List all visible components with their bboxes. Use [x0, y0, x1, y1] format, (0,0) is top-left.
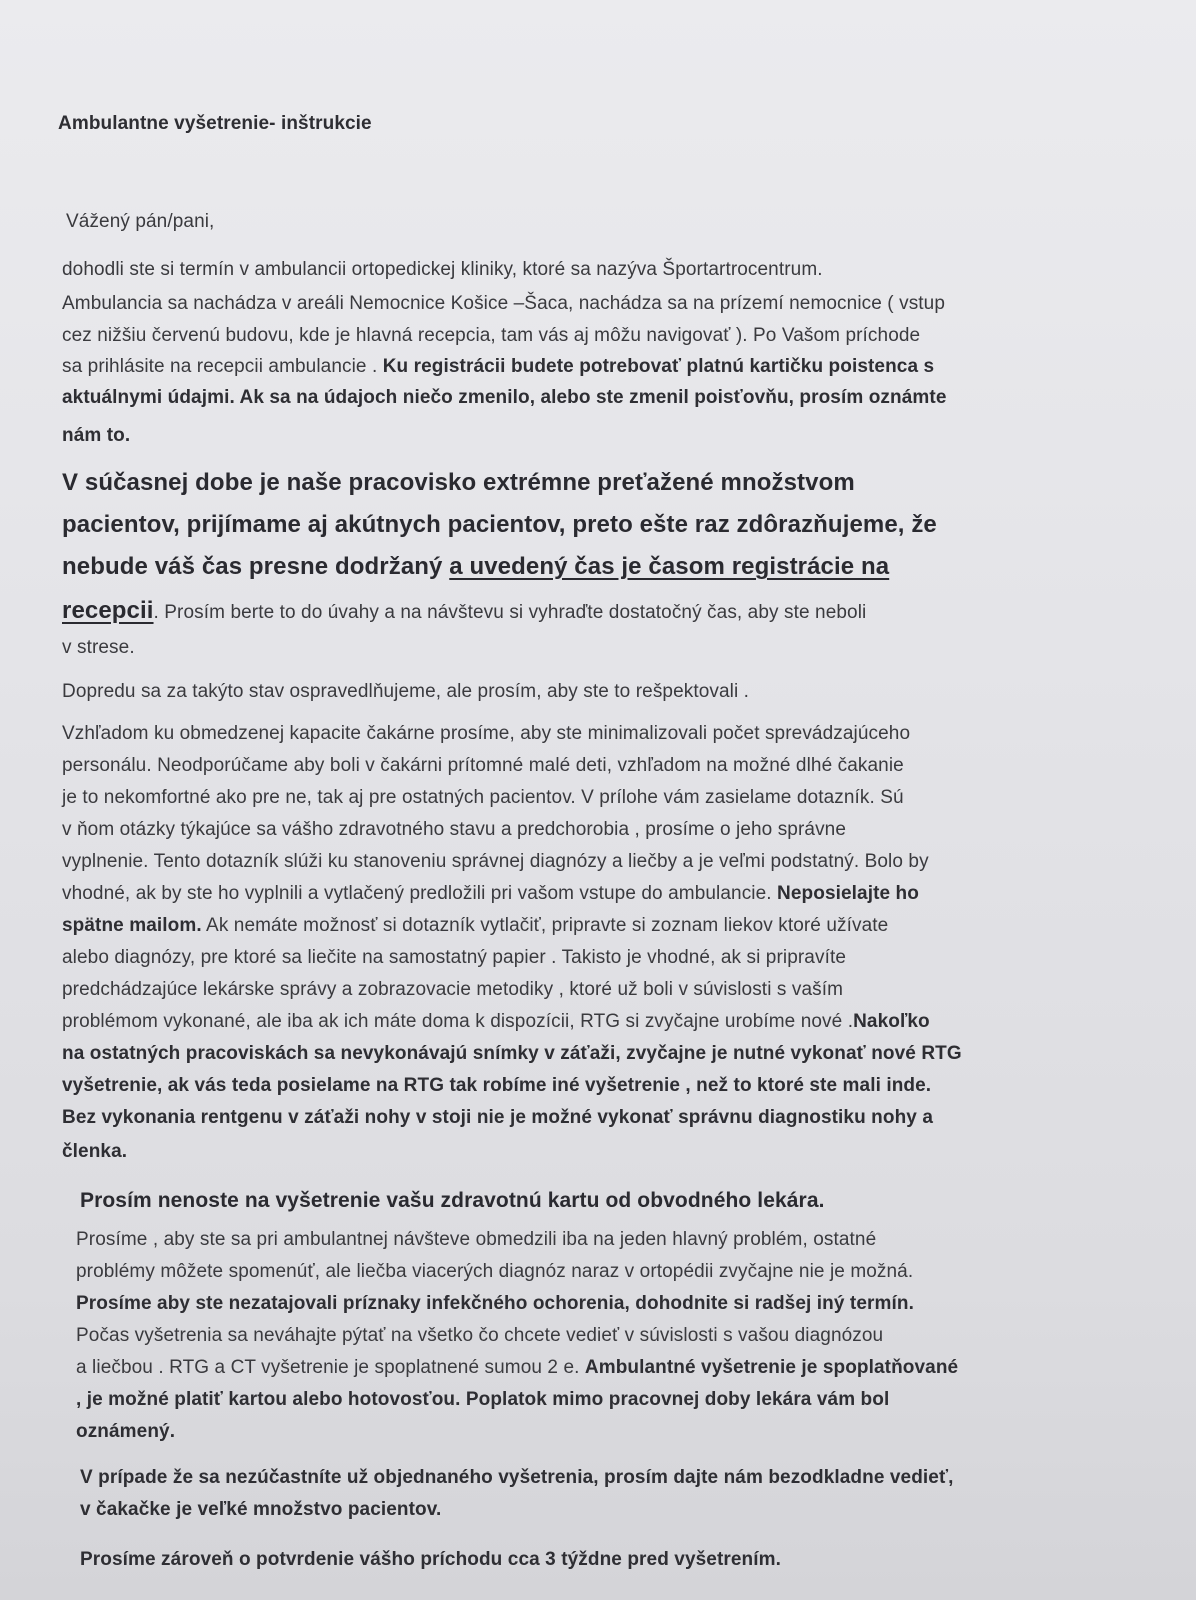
- para3-text: problémom vykonané, ale iba ak ich máte doma k dispozícii, RTG si zvyčajne urobíme nové .: [62, 1011, 854, 1032]
- para1-line: Ambulancia sa nachádza v areáli Nemocnice Košice –Šaca, nachádza sa na prízemí nemocnice ( vstup: [62, 293, 946, 314]
- para4-bold-text: Ambulantné vyšetrenie je spoplatňované: [584, 1357, 959, 1378]
- para3-bold-text: Neposielajte ho: [777, 883, 919, 904]
- para3-line: [62, 1010, 930, 1034]
- para3-line: je to nekomfortné ako pre ne, tak aj pre ostatných pacientov. V prílohe vám zasielame dotazník. Sú: [62, 787, 904, 808]
- para4-bold-line: Prosíme aby ste nezatajovali príznaky infekčného ochorenia, dohodnite si radšej iný termín.: [76, 1293, 914, 1314]
- cancel-notice-line: v čakačke je veľké množstvo pacientov.: [80, 1499, 442, 1520]
- para3-bold-line: vyšetrenie, ak vás teda posielame na RTG tak robíme iné vyšetrenie , než to ktoré ste mali inde.: [62, 1075, 932, 1096]
- para3-text: vhodné, ak by ste ho vyplnili a vytlačený predložili pri vašom vstupe do ambulancie.: [62, 883, 778, 904]
- para3-line: v ňom otázky týkajúce sa vášho zdravotného stavu a predchorobia , prosíme o jeho správne: [62, 819, 847, 840]
- para4-text: a liečbou . RTG a CT vyšetrenie je spoplatnené sumou 2 e.: [76, 1357, 585, 1378]
- para1-line: aktuálnymi údajmi. Ak sa na údajoch niečo zmenilo, alebo ste zmenil poisťovňu, prosím oznámte: [62, 387, 947, 408]
- notice-line: V súčasnej dobe je naše pracovisko extrémne preťažené množstvom: [62, 469, 855, 496]
- notice-text: nebude váš čas presne dodržaný: [62, 553, 450, 580]
- salutation: Vážený pán/pani,: [66, 211, 215, 232]
- para3-text: Ak nemáte možnosť si dotazník vytlačiť, pripravte si zoznam liekov ktoré užívate: [201, 915, 889, 936]
- notice-underlined-text: recepcii: [62, 597, 154, 624]
- para3-line: vyplnenie. Tento dotazník slúži ku stanoveniu správnej diagnózy a liečby a je veľmi podstatný. Bolo by: [62, 851, 929, 872]
- para4-line: Prosíme , aby ste sa pri ambulantnej návšteve obmedzili iba na jeden hlavný problém, ostatné: [76, 1229, 877, 1250]
- para4-bold-line: , je možné platiť kartou alebo hotovosťou. Poplatok mimo pracovnej doby lekára vám bol: [76, 1389, 890, 1410]
- notice-line: pacientov, prijímame aj akútnych pacientov, preto ešte raz zdôrazňujeme, že: [62, 511, 937, 538]
- para3-line: Vzhľadom ku obmedzenej kapacite čakárne prosíme, aby ste minimalizovali počet sprevádzajúceho: [62, 723, 911, 744]
- notice-line: [62, 596, 866, 626]
- para3-bold-line: Bez vykonania rentgenu v záťaži nohy v stoji nie je možné vykonať správnu diagnostiku nohy a: [62, 1107, 933, 1128]
- para3-line: [62, 882, 919, 906]
- document-title: Ambulantne vyšetrenie- inštrukcie: [58, 113, 372, 134]
- para3-bold-text: spätne mailom.: [62, 915, 202, 936]
- para1-bold-text: Ku registrácii budete potrebovať platnú kartičku poistenca s: [382, 356, 935, 377]
- notice-text: . Prosím berte to do úvahy a na návštevu si vyhraďte dostatočný čas, aby ste neboli: [153, 602, 867, 623]
- para3-bold-line: členka.: [62, 1141, 128, 1162]
- para1-line: nám to.: [62, 425, 131, 446]
- para1-line: [62, 355, 934, 379]
- confirmation-line: Prosíme zároveň o potvrdenie vášho príchodu cca 3 týždne pred vyšetrením.: [80, 1549, 782, 1570]
- section-heading: Prosím nenoste na vyšetrenie vašu zdravotnú kartu od obvodného lekára.: [80, 1189, 825, 1212]
- notice-line: [62, 552, 889, 582]
- para4-line: problémy môžete spomenúť, ale liečba viacerých diagnóz naraz v ortopédii zvyčajne nie je možná.: [76, 1261, 914, 1282]
- notice-line: v strese.: [62, 637, 135, 658]
- para3-line: alebo diagnózy, pre ktoré sa liečite na samostatný papier . Takisto je vhodné, ak si pripravíte: [62, 947, 846, 968]
- para3-line: [62, 914, 888, 938]
- notice-underlined-text: a uvedený čas je časom registrácie na: [449, 553, 890, 580]
- para1-text: sa prihlásite na recepcii ambulancie .: [62, 356, 383, 377]
- para3-bold-text: Nakoľko: [853, 1011, 930, 1032]
- para3-line: personálu. Neodporúčame aby boli v čakárni prítomné malé deti, vzhľadom na možné dlhé čakanie: [62, 755, 904, 776]
- para3-bold-line: na ostatných pracoviskách sa nevykonávajú snímky v záťaži, zvyčajne je nutné vykonať nové RTG: [62, 1043, 962, 1064]
- para1-line: dohodli ste si termín v ambulancii ortopedickej kliniky, ktoré sa nazýva Športartrocentrum.: [62, 259, 823, 280]
- para1-line: cez nižšiu červenú budovu, kde je hlavná recepcia, tam vás aj môžu navigovať ). Po Vašom príchode: [62, 325, 921, 346]
- para4-bold-line: oznámený.: [76, 1421, 176, 1442]
- para4-line: [76, 1356, 958, 1380]
- para3-line: predchádzajúce lekárske správy a zobrazovacie metodiky , ktoré už boli v súvislosti s vaším: [62, 979, 844, 1000]
- cancel-notice-line: V prípade že sa nezúčastníte už objednaného vyšetrenia, prosím dajte nám bezodkladne vedieť,: [80, 1467, 954, 1488]
- apology-line: Dopredu sa za takýto stav ospravedlňujeme, ale prosím, aby ste to rešpektovali .: [62, 681, 750, 702]
- para4-line: Počas vyšetrenia sa neváhajte pýtať na všetko čo chcete vedieť v súvislosti s vašou diagnózou: [76, 1325, 884, 1346]
